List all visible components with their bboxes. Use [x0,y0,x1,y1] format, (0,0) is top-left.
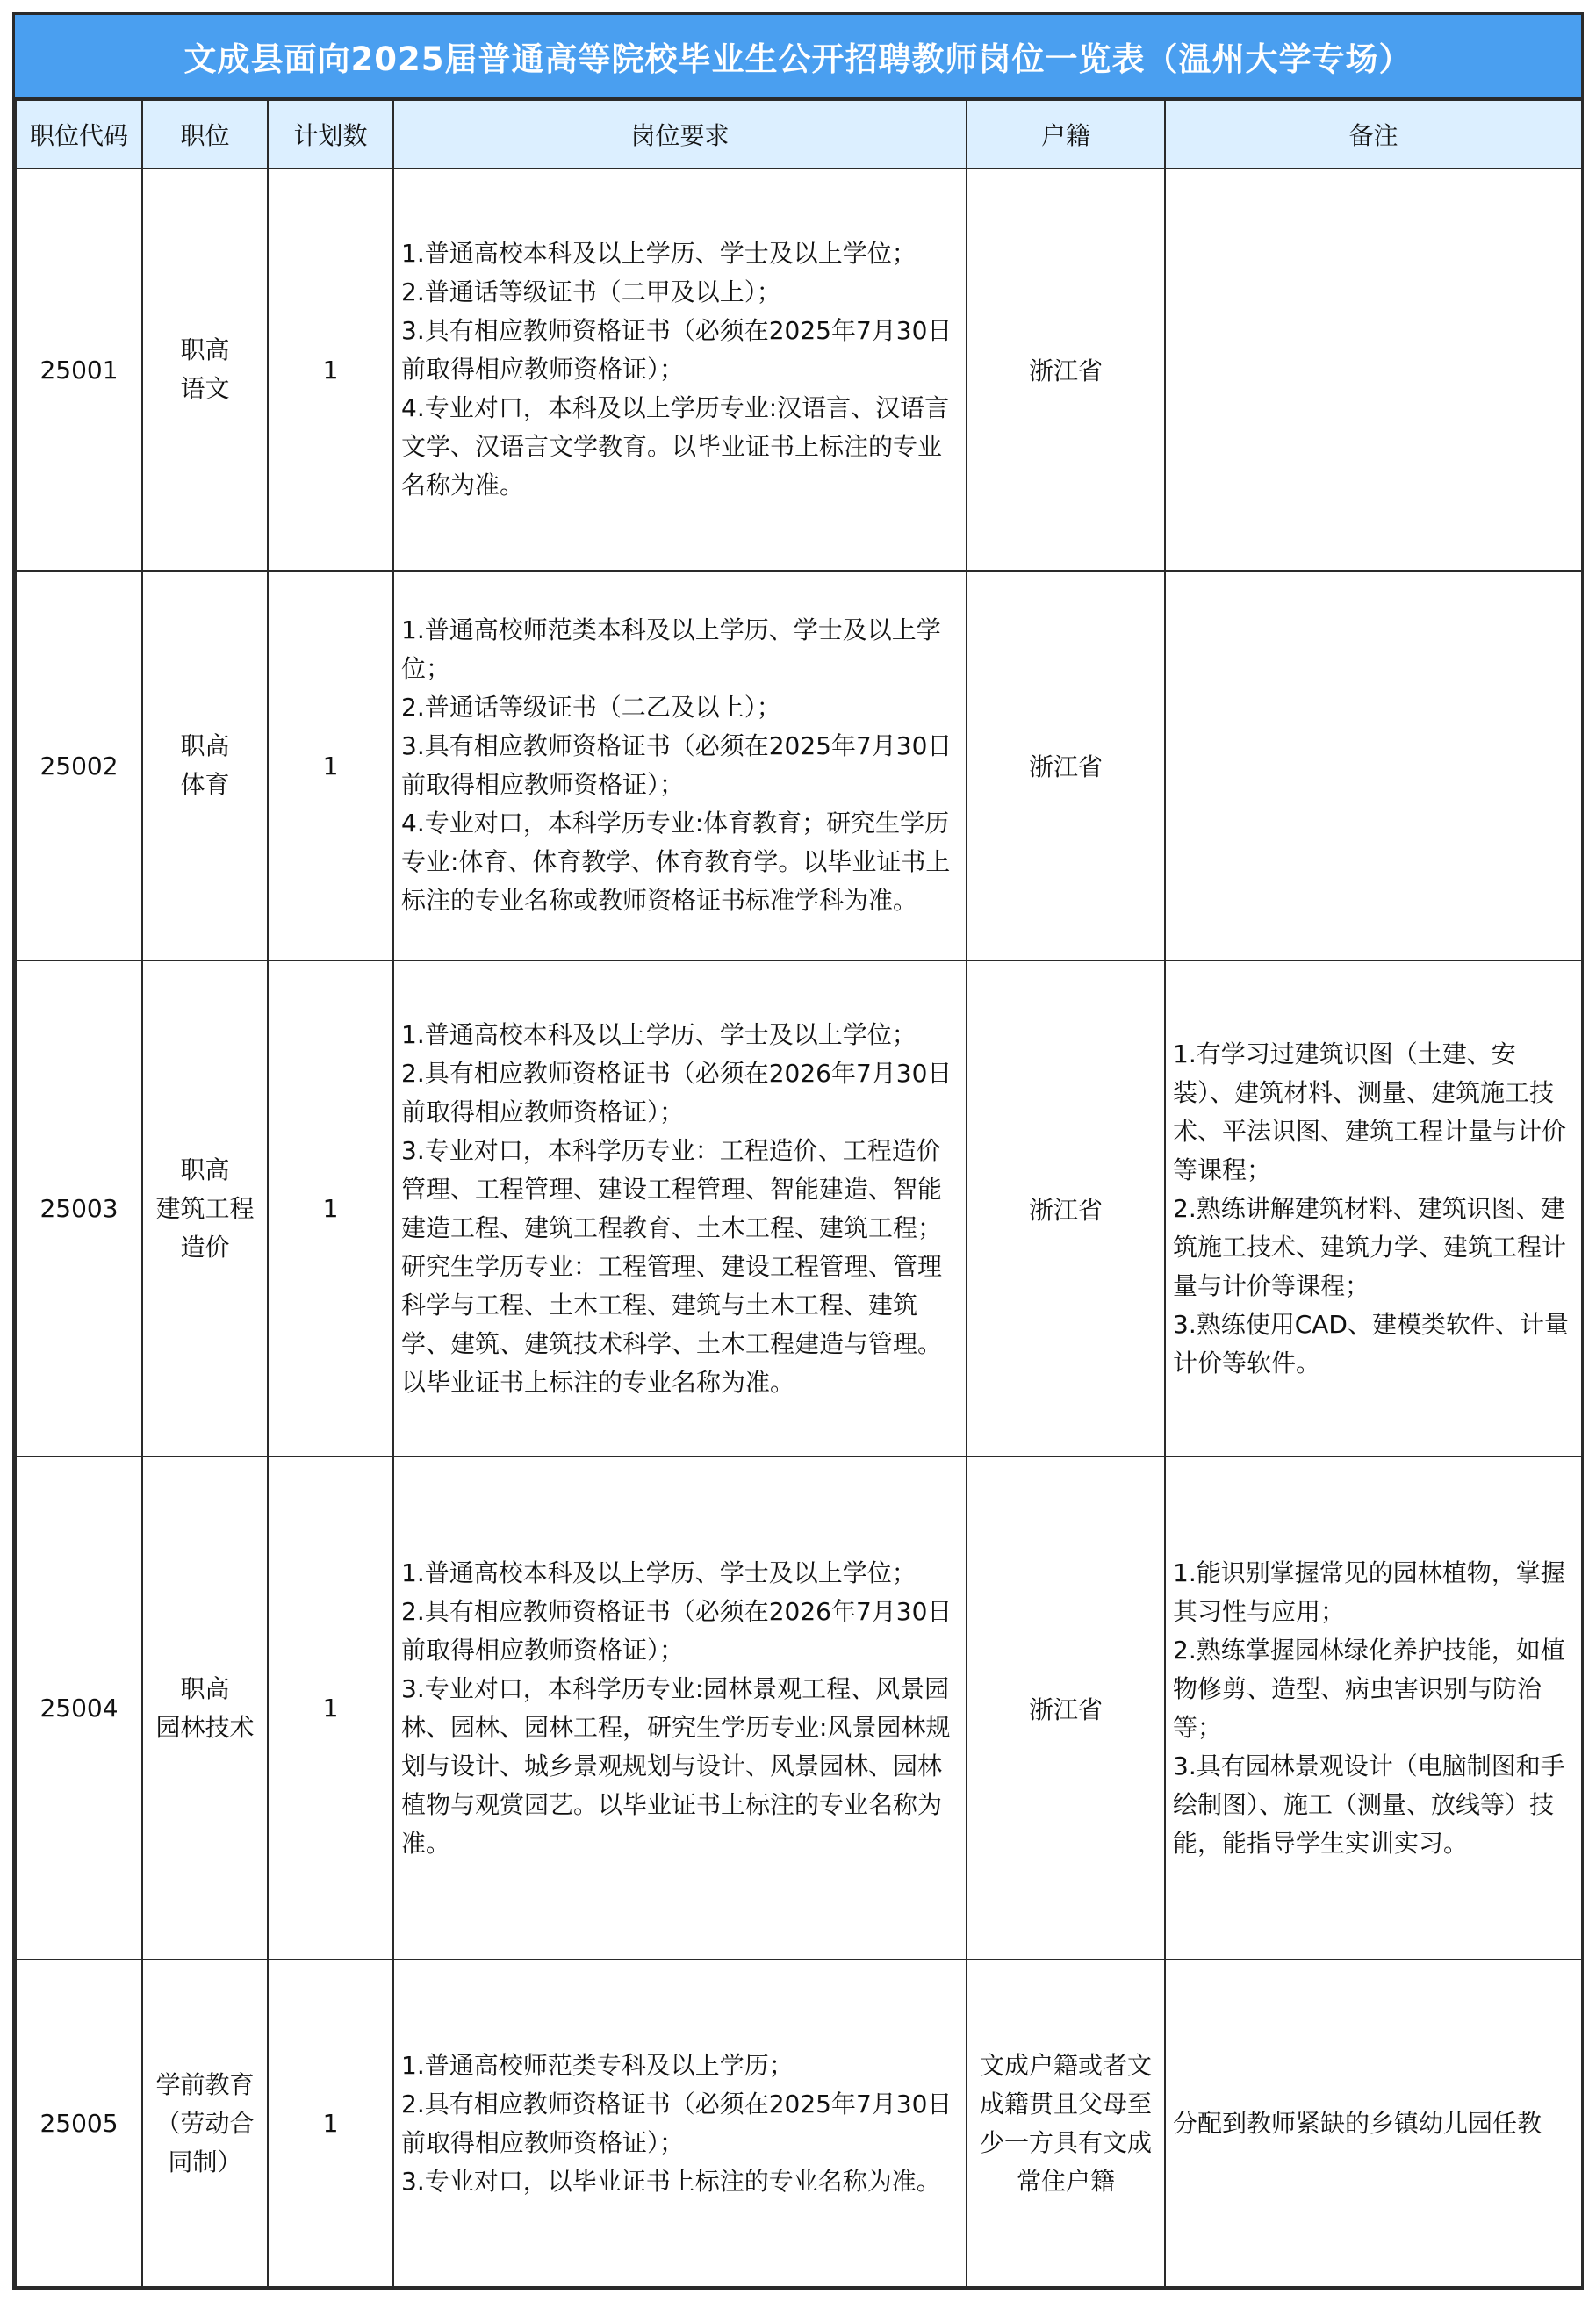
plan-count [268,1960,393,2287]
notes [1165,571,1582,960]
position-name [142,571,268,960]
table-row [16,169,1582,571]
header-row [16,100,1582,169]
position-name-line: 职高 [180,1155,230,1184]
position-name-line: 同制） [168,2147,242,2176]
cell-text: 1 [322,355,339,385]
position-name-line: 学前教育 [155,2069,255,2099]
note-item: 3.具有园林景观设计（电脑制图和手绘制图）、施工（测量、放线等）技能，能指导学生实训实习。 [1173,1751,1565,1858]
hukou [967,1960,1165,2287]
plan-count [268,169,393,571]
requirement-item: 3.专业对口，以毕业证书上标注的专业名称为准。 [401,2166,941,2196]
recruitment-table-container [12,12,1584,2290]
hukou [967,960,1165,1457]
table-row [16,1960,1582,2287]
note-item: 1.有学习过建筑识图（土建、安装）、建筑材料、测量、建筑施工技术、平法识图、建筑工程计量与计价等课程； [1173,1039,1567,1184]
header-requirements: 岗位要求 [393,100,967,169]
requirements [393,960,967,1457]
header-hukou: 户籍 [967,100,1165,169]
hukou-text: 文成户籍或者文成籍贯且父母至少一方具有文成常住户籍 [979,2050,1152,2196]
requirement-item: 2.具有相应教师资格证书（必须在2026年7月30日前取得相应教师资格证）； [401,1596,953,1665]
position-name-line: 职高 [180,335,230,364]
position-name [142,1960,268,2287]
cell-text: 1 [322,1194,339,1223]
cell-text: 1 [322,1694,339,1723]
position-name-line: 园林技术 [155,1712,255,1742]
position-name-line: （劳动合 [155,2108,255,2138]
cell-text: 25003 [40,1194,119,1223]
position-name [142,960,268,1457]
table-row [16,1457,1582,1960]
requirement-item: 3.具有相应教师资格证书（必须在2025年7月30日前取得相应教师资格证）； [401,316,953,384]
requirements [393,1960,967,2287]
cell-text: 25005 [40,2109,119,2138]
position-name-line: 建筑工程 [155,1193,255,1223]
table-row [16,960,1582,1457]
requirements [393,169,967,571]
note-item: 2.熟练掌握园林绿化养护技能，如植物修剪、造型、病虫害识别与防治等； [1173,1635,1565,1742]
note-item: 2.熟练讲解建筑材料、建筑识图、建筑施工技术、建筑力学、建筑工程计量与计价等课程； [1173,1193,1567,1300]
position-code [16,1457,142,1960]
requirement-item: 2.具有相应教师资格证书（必须在2025年7月30日前取得相应教师资格证）； [401,2089,953,2157]
notes [1165,169,1582,571]
cell-text: 25004 [40,1694,119,1723]
header-code: 职位代码 [16,100,142,169]
note-item: 3.熟练使用CAD、建模类软件、计量计价等软件。 [1173,1309,1569,1378]
position-name [142,1457,268,1960]
header-notes: 备注 [1165,100,1582,169]
header-plan: 计划数 [268,100,393,169]
plan-count [268,571,393,960]
hukou-text: 浙江省 [1028,1694,1103,1724]
table-row [16,571,1582,960]
requirement-item: 1.普通高校本科及以上学历、学士及以上学位； [401,1019,917,1049]
requirement-item: 1.普通高校本科及以上学历、学士及以上学位； [401,1557,917,1587]
requirement-item: 3.专业对口，本科学历专业：工程造价、工程造价管理、工程管理、建设工程管理、智能建造、智能建造工程、建筑工程教育、土木工程、建筑工程；研究生学历专业：工程管理、建设工程管理、管理科学与工程、土木工程、建筑与土木工程、建筑学、建筑、建筑技术科学、土木工程建造与管理。以毕业证书上标注的专业名称为准。 [401,1135,943,1397]
requirement-item: 1.普通高校本科及以上学历、学士及以上学位； [401,239,917,268]
requirement-item: 4.专业对口，本科学历专业:体育教育；研究生学历专业:体育、体育教学、体育教育学。以毕业证书上标注的专业名称或教师资格证书标准学科为准。 [401,809,951,915]
hukou-text: 浙江省 [1028,752,1103,781]
table-body [16,169,1582,2287]
positions-table [15,99,1583,2288]
requirement-item: 3.专业对口，本科学历专业:园林景观工程、风景园林、园林、园林工程，研究生学历专业:风景园林规划与设计、城乡景观规划与设计、风景园林、园林植物与观赏园艺。以毕业证书上标注的专业名称为准。 [401,1673,951,1858]
position-name-line: 语文 [180,374,230,403]
cell-text: 1 [322,751,339,781]
hukou-text: 浙江省 [1028,356,1103,385]
hukou [967,571,1165,960]
cell-text: 1 [322,2109,339,2138]
requirements [393,1457,967,1960]
requirement-item: 2.普通话等级证书（二乙及以上）； [401,693,781,722]
requirement-item: 1.普通高校师范类本科及以上学历、学士及以上学位； [401,615,941,683]
position-name-line: 职高 [180,731,230,760]
position-name [142,169,268,571]
requirement-item: 2.具有相应教师资格证书（必须在2026年7月30日前取得相应教师资格证）； [401,1058,953,1126]
hukou [967,169,1165,571]
position-code [16,571,142,960]
notes [1165,1457,1582,1960]
header-position: 职位 [142,100,268,169]
table-title: 文成县面向2025届普通高等院校毕业生公开招聘教师岗位一览表（温州大学专场） [15,15,1581,99]
plan-count [268,1457,393,1960]
position-code [16,169,142,571]
position-code [16,960,142,1457]
requirement-item: 3.具有相应教师资格证书（必须在2025年7月30日前取得相应教师资格证）； [401,731,953,799]
notes [1165,960,1582,1457]
requirement-item: 1.普通高校师范类专科及以上学历； [401,2050,794,2080]
position-name-line: 造价 [180,1232,230,1262]
hukou [967,1457,1165,1960]
position-name-line: 职高 [180,1673,230,1703]
requirements [393,571,967,960]
cell-text: 25002 [40,751,119,781]
requirement-item: 4.专业对口，本科及以上学历专业:汉语言、汉语言文学、汉语言文学教育。以毕业证书上标注的专业名称为准。 [401,393,950,500]
plan-count [268,960,393,1457]
requirement-item: 2.普通话等级证书（二甲及以上）； [401,277,781,306]
hukou-text: 浙江省 [1028,1195,1103,1225]
note-item: 分配到教师紧缺的乡镇幼儿园任教 [1173,2108,1542,2138]
note-item: 1.能识别掌握常见的园林植物，掌握其习性与应用； [1173,1557,1565,1626]
notes [1165,1960,1582,2287]
cell-text: 25001 [40,355,119,385]
position-code [16,1960,142,2287]
position-name-line: 体育 [180,770,230,799]
